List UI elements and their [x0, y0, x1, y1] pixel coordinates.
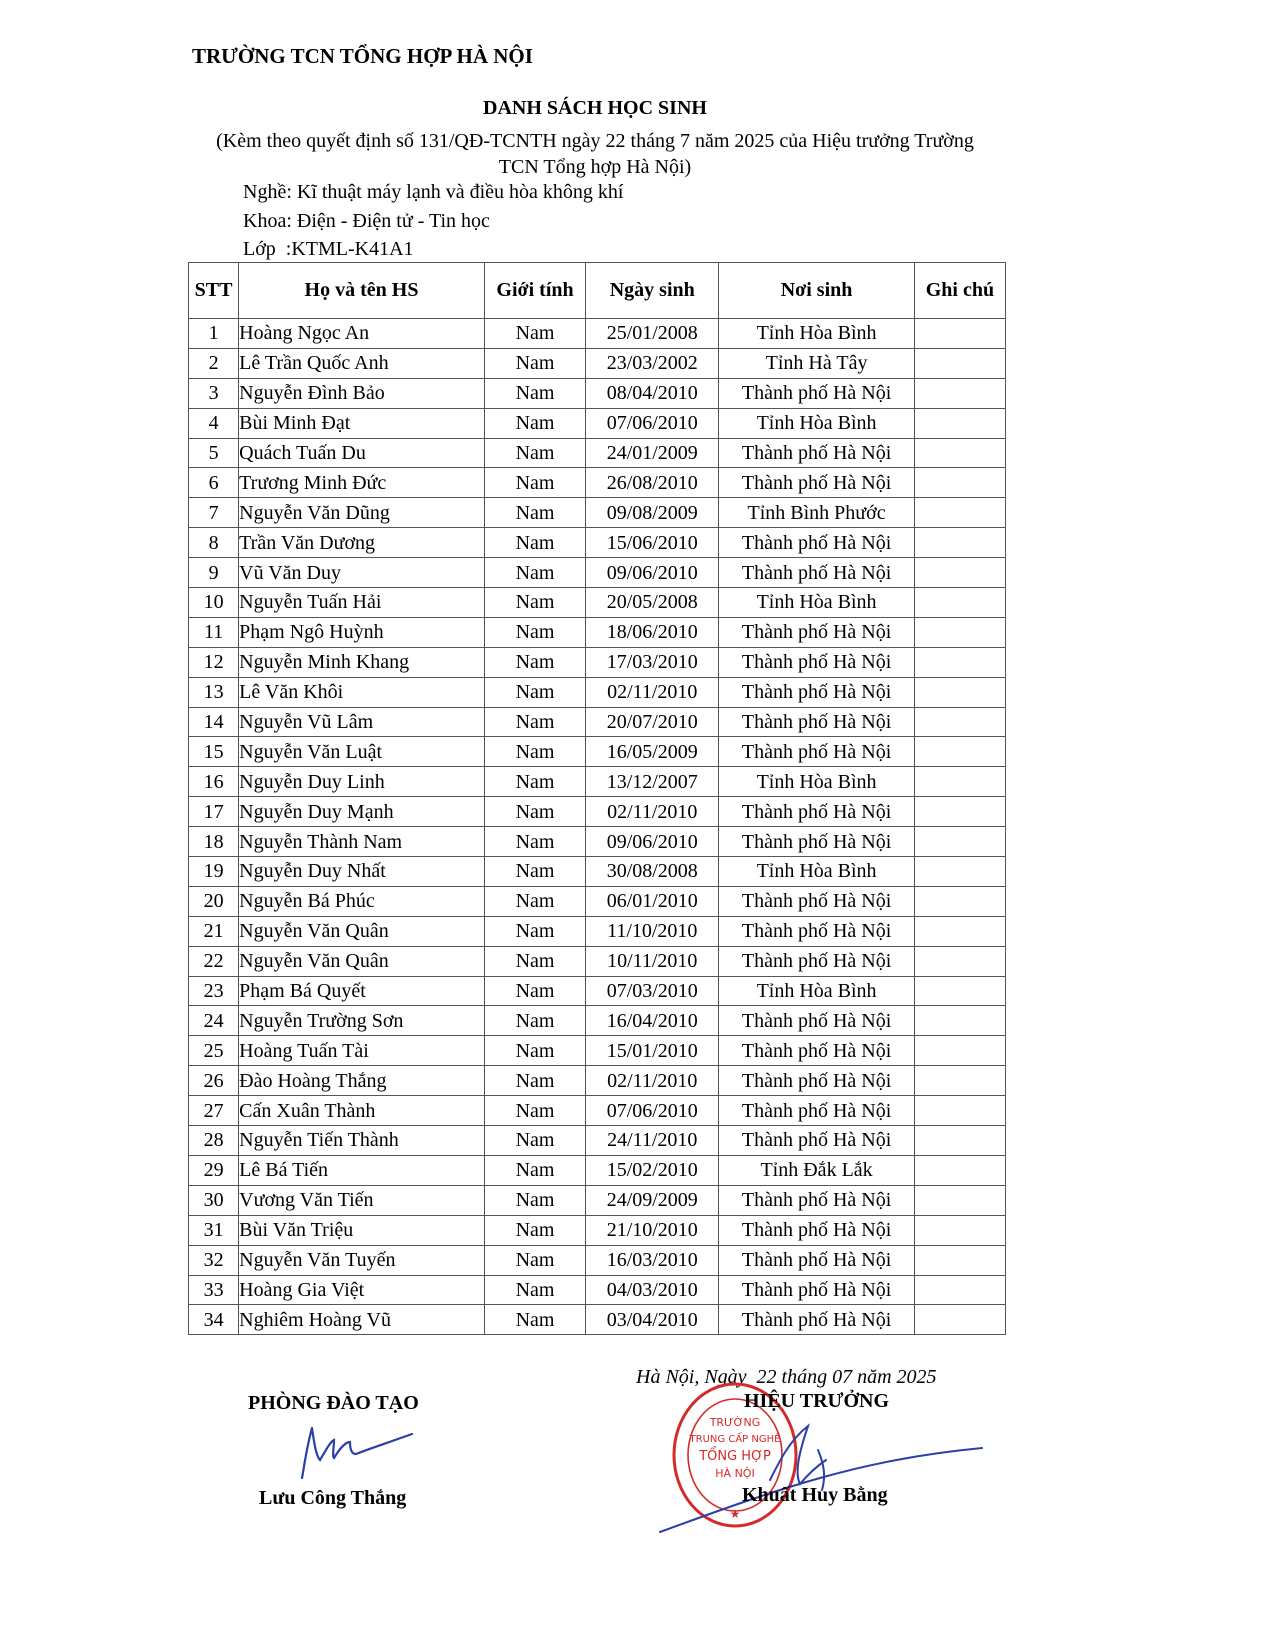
cell-birthplace: Tỉnh Hà Tây — [719, 348, 915, 378]
cell-gender: Nam — [484, 857, 585, 887]
training-dept-signature — [300, 1420, 420, 1480]
cell-note — [914, 348, 1005, 378]
col-header-note: Ghi chú — [914, 263, 1005, 319]
cell-stt: 22 — [189, 946, 239, 976]
table-row — [189, 976, 1006, 1006]
subtitle-line-2: TCN Tổng hợp Hà Nội) — [498, 156, 692, 178]
cell-name: Nguyễn Văn Dũng — [239, 498, 485, 528]
cell-stt: 28 — [189, 1126, 239, 1156]
cell-note — [914, 438, 1005, 468]
table-row — [189, 946, 1006, 976]
cell-birthplace: Thành phố Hà Nội — [719, 1126, 915, 1156]
cell-gender: Nam — [484, 1215, 585, 1245]
col-header-birthdate: Ngày sinh — [586, 263, 719, 319]
table-row — [189, 1036, 1006, 1066]
cell-name: Nguyễn Tiến Thành — [239, 1126, 485, 1156]
cell-birthdate: 07/03/2010 — [586, 976, 719, 1006]
table-row — [189, 1126, 1006, 1156]
cell-note — [914, 1126, 1005, 1156]
cell-gender: Nam — [484, 528, 585, 558]
cell-name: Lê Bá Tiến — [239, 1155, 485, 1185]
cell-stt: 11 — [189, 617, 239, 647]
cell-birthdate: 24/01/2009 — [586, 438, 719, 468]
col-header-birthplace: Nơi sinh — [719, 263, 915, 319]
principal-signer-name: Khuất Huy Bằng — [742, 1484, 888, 1506]
cell-gender: Nam — [484, 588, 585, 618]
cell-note — [914, 886, 1005, 916]
cell-birthdate: 09/06/2010 — [586, 827, 719, 857]
cell-stt: 27 — [189, 1096, 239, 1126]
cell-note — [914, 1185, 1005, 1215]
cell-name: Phạm Bá Quyết — [239, 976, 485, 1006]
cell-stt: 19 — [189, 857, 239, 887]
student-table — [188, 262, 1006, 1335]
col-header-name: Họ và tên HS — [239, 263, 485, 319]
table-row — [189, 1185, 1006, 1215]
table-row — [189, 857, 1006, 887]
cell-gender: Nam — [484, 677, 585, 707]
cell-note — [914, 558, 1005, 588]
cell-stt: 24 — [189, 1006, 239, 1036]
cell-birthplace: Tỉnh Hòa Bình — [719, 319, 915, 349]
cell-note — [914, 1096, 1005, 1126]
cell-birthplace: Tỉnh Hòa Bình — [719, 767, 915, 797]
table-row — [189, 438, 1006, 468]
cell-stt: 8 — [189, 528, 239, 558]
cell-stt: 17 — [189, 797, 239, 827]
cell-birthdate: 04/03/2010 — [586, 1275, 719, 1305]
cell-birthplace: Thành phố Hà Nội — [719, 737, 915, 767]
cell-gender: Nam — [484, 1066, 585, 1096]
cell-name: Nguyễn Trường Sơn — [239, 1006, 485, 1036]
cell-name: Nguyễn Văn Quân — [239, 916, 485, 946]
cell-note — [914, 378, 1005, 408]
cell-birthdate: 16/03/2010 — [586, 1245, 719, 1275]
cell-note — [914, 916, 1005, 946]
cell-name: Nguyễn Tuấn Hải — [239, 588, 485, 618]
cell-gender: Nam — [484, 737, 585, 767]
cell-stt: 6 — [189, 468, 239, 498]
table-row — [189, 319, 1006, 349]
table-body — [189, 319, 1006, 1335]
cell-note — [914, 857, 1005, 887]
table-row — [189, 1006, 1006, 1036]
cell-birthplace: Tỉnh Bình Phước — [719, 498, 915, 528]
cell-note — [914, 827, 1005, 857]
cell-name: Nguyễn Duy Linh — [239, 767, 485, 797]
cell-birthplace: Thành phố Hà Nội — [719, 707, 915, 737]
cell-birthdate: 16/04/2010 — [586, 1006, 719, 1036]
cell-birthplace: Thành phố Hà Nội — [719, 558, 915, 588]
cell-gender: Nam — [484, 946, 585, 976]
cell-stt: 7 — [189, 498, 239, 528]
cell-birthplace: Thành phố Hà Nội — [719, 1036, 915, 1066]
cell-gender: Nam — [484, 707, 585, 737]
cell-birthplace: Thành phố Hà Nội — [719, 916, 915, 946]
class-line: Lớp :KTML-K41A1 — [243, 238, 414, 260]
cell-name: Nguyễn Bá Phúc — [239, 886, 485, 916]
school-name: TRƯỜNG TCN TỔNG HỢP HÀ NỘI — [192, 44, 533, 68]
cell-note — [914, 1036, 1005, 1066]
table-row — [189, 558, 1006, 588]
cell-note — [914, 498, 1005, 528]
table-row — [189, 886, 1006, 916]
training-dept-signer-name: Lưu Công Thắng — [259, 1487, 407, 1509]
cell-birthdate: 30/08/2008 — [586, 857, 719, 887]
cell-birthplace: Thành phố Hà Nội — [719, 1096, 915, 1126]
cell-name: Trần Văn Dương — [239, 528, 485, 558]
cell-name: Nguyễn Đình Bảo — [239, 378, 485, 408]
cell-gender: Nam — [484, 976, 585, 1006]
cell-birthplace: Thành phố Hà Nội — [719, 677, 915, 707]
cell-birthplace: Thành phố Hà Nội — [719, 827, 915, 857]
cell-birthdate: 09/08/2009 — [586, 498, 719, 528]
cell-gender: Nam — [484, 916, 585, 946]
cell-note — [914, 1006, 1005, 1036]
cell-stt: 30 — [189, 1185, 239, 1215]
cell-note — [914, 647, 1005, 677]
table-row — [189, 408, 1006, 438]
cell-birthdate: 07/06/2010 — [586, 408, 719, 438]
cell-gender: Nam — [484, 886, 585, 916]
cell-gender: Nam — [484, 1155, 585, 1185]
cell-birthdate: 02/11/2010 — [586, 797, 719, 827]
subtitle-line-1: (Kèm theo quyết định số 131/QĐ-TCNTH ngày 22 tháng 7 năm 2025 của Hiệu trưởng Trường — [216, 130, 974, 152]
table-row — [189, 378, 1006, 408]
cell-note — [914, 588, 1005, 618]
cell-gender: Nam — [484, 1006, 585, 1036]
cell-gender: Nam — [484, 1305, 585, 1335]
stamp-text-line-4: HÀ NỘI — [715, 1467, 755, 1480]
cell-birthdate: 24/09/2009 — [586, 1185, 719, 1215]
cell-birthdate: 16/05/2009 — [586, 737, 719, 767]
cell-name: Trương Minh Đức — [239, 468, 485, 498]
cell-birthplace: Thành phố Hà Nội — [719, 438, 915, 468]
cell-gender: Nam — [484, 1096, 585, 1126]
table-row — [189, 617, 1006, 647]
cell-stt: 32 — [189, 1245, 239, 1275]
document-title: DANH SÁCH HỌC SINH — [483, 97, 707, 119]
cell-stt: 20 — [189, 886, 239, 916]
cell-name: Vương Văn Tiến — [239, 1185, 485, 1215]
cell-birthdate: 24/11/2010 — [586, 1126, 719, 1156]
table-row — [189, 1155, 1006, 1185]
cell-birthplace: Thành phố Hà Nội — [719, 1305, 915, 1335]
cell-birthdate: 15/06/2010 — [586, 528, 719, 558]
cell-birthdate: 02/11/2010 — [586, 1066, 719, 1096]
cell-note — [914, 976, 1005, 1006]
cell-birthdate: 07/06/2010 — [586, 1096, 719, 1126]
cell-gender: Nam — [484, 1036, 585, 1066]
cell-gender: Nam — [484, 378, 585, 408]
cell-note — [914, 1215, 1005, 1245]
cell-gender: Nam — [484, 647, 585, 677]
cell-name: Lê Trần Quốc Anh — [239, 348, 485, 378]
cell-birthplace: Thành phố Hà Nội — [719, 1066, 915, 1096]
table-header-row — [189, 263, 1006, 319]
table-row — [189, 1215, 1006, 1245]
cell-name: Phạm Ngô Huỳnh — [239, 617, 485, 647]
cell-birthdate: 15/01/2010 — [586, 1036, 719, 1066]
cell-birthplace: Thành phố Hà Nội — [719, 378, 915, 408]
col-header-stt: STT — [189, 263, 239, 319]
cell-note — [914, 767, 1005, 797]
cell-birthplace: Thành phố Hà Nội — [719, 1245, 915, 1275]
cell-birthplace: Thành phố Hà Nội — [719, 468, 915, 498]
cell-birthplace: Tỉnh Hòa Bình — [719, 588, 915, 618]
cell-stt: 13 — [189, 677, 239, 707]
cell-gender: Nam — [484, 617, 585, 647]
cell-gender: Nam — [484, 767, 585, 797]
cell-note — [914, 468, 1005, 498]
cell-gender: Nam — [484, 1185, 585, 1215]
principal-signature — [650, 1420, 990, 1540]
cell-stt: 29 — [189, 1155, 239, 1185]
cell-stt: 23 — [189, 976, 239, 1006]
cell-note — [914, 1066, 1005, 1096]
table-row — [189, 528, 1006, 558]
cell-gender: Nam — [484, 558, 585, 588]
cell-birthplace: Thành phố Hà Nội — [719, 797, 915, 827]
cell-gender: Nam — [484, 498, 585, 528]
cell-name: Nguyễn Văn Tuyến — [239, 1245, 485, 1275]
place-date: Hà Nội, Ngày 22 tháng 07 năm 2025 — [636, 1366, 937, 1388]
cell-note — [914, 319, 1005, 349]
cell-note — [914, 1305, 1005, 1335]
table-row — [189, 737, 1006, 767]
cell-birthdate: 02/11/2010 — [586, 677, 719, 707]
table-row — [189, 797, 1006, 827]
cell-birthplace: Thành phố Hà Nội — [719, 1275, 915, 1305]
table-row — [189, 647, 1006, 677]
table-row — [189, 588, 1006, 618]
cell-gender: Nam — [484, 797, 585, 827]
cell-birthdate: 20/05/2008 — [586, 588, 719, 618]
cell-name: Bùi Minh Đạt — [239, 408, 485, 438]
cell-stt: 12 — [189, 647, 239, 677]
faculty-line: Khoa: Điện - Điện tử - Tin học — [243, 210, 490, 232]
cell-name: Bùi Văn Triệu — [239, 1215, 485, 1245]
cell-stt: 33 — [189, 1275, 239, 1305]
cell-name: Nguyễn Thành Nam — [239, 827, 485, 857]
cell-birthdate: 13/12/2007 — [586, 767, 719, 797]
document-subtitle — [195, 128, 995, 180]
cell-name: Nguyễn Vũ Lâm — [239, 707, 485, 737]
principal-title: HIỆU TRƯỞNG — [744, 1390, 890, 1412]
cell-stt: 21 — [189, 916, 239, 946]
cell-birthplace: Tỉnh Hòa Bình — [719, 408, 915, 438]
cell-name: Nghiêm Hoàng Vũ — [239, 1305, 485, 1335]
col-header-gender: Giới tính — [484, 263, 585, 319]
cell-note — [914, 737, 1005, 767]
cell-birthdate: 09/06/2010 — [586, 558, 719, 588]
table-row — [189, 767, 1006, 797]
table-row — [189, 1245, 1006, 1275]
table-row — [189, 827, 1006, 857]
cell-birthplace: Tỉnh Hòa Bình — [719, 857, 915, 887]
cell-birthplace: Thành phố Hà Nội — [719, 617, 915, 647]
cell-name: Nguyễn Minh Khang — [239, 647, 485, 677]
cell-name: Cấn Xuân Thành — [239, 1096, 485, 1126]
table-row — [189, 348, 1006, 378]
table-row — [189, 677, 1006, 707]
cell-birthdate: 08/04/2010 — [586, 378, 719, 408]
cell-gender: Nam — [484, 348, 585, 378]
cell-note — [914, 946, 1005, 976]
cell-stt: 14 — [189, 707, 239, 737]
cell-gender: Nam — [484, 1245, 585, 1275]
cell-gender: Nam — [484, 319, 585, 349]
cell-name: Hoàng Tuấn Tài — [239, 1036, 485, 1066]
cell-birthplace: Thành phố Hà Nội — [719, 528, 915, 558]
cell-stt: 26 — [189, 1066, 239, 1096]
cell-name: Đào Hoàng Thắng — [239, 1066, 485, 1096]
table-row — [189, 707, 1006, 737]
cell-note — [914, 1155, 1005, 1185]
svg-text:★: ★ — [729, 1507, 741, 1521]
cell-birthplace: Thành phố Hà Nội — [719, 886, 915, 916]
cell-birthdate: 06/01/2010 — [586, 886, 719, 916]
cell-birthplace: Thành phố Hà Nội — [719, 946, 915, 976]
cell-note — [914, 677, 1005, 707]
table-row — [189, 468, 1006, 498]
cell-name: Nguyễn Văn Quân — [239, 946, 485, 976]
cell-name: Quách Tuấn Du — [239, 438, 485, 468]
cell-note — [914, 408, 1005, 438]
stamp-text-line-2: TRUNG CẤP NGHỀ — [689, 1434, 781, 1445]
cell-birthplace: Thành phố Hà Nội — [719, 1215, 915, 1245]
cell-stt: 10 — [189, 588, 239, 618]
cell-name: Hoàng Ngọc An — [239, 319, 485, 349]
cell-birthdate: 10/11/2010 — [586, 946, 719, 976]
cell-gender: Nam — [484, 1275, 585, 1305]
cell-stt: 2 — [189, 348, 239, 378]
cell-birthdate: 11/10/2010 — [586, 916, 719, 946]
cell-stt: 5 — [189, 438, 239, 468]
cell-gender: Nam — [484, 468, 585, 498]
table-row — [189, 498, 1006, 528]
cell-birthdate: 03/04/2010 — [586, 1305, 719, 1335]
cell-birthplace: Thành phố Hà Nội — [719, 647, 915, 677]
cell-birthdate: 17/03/2010 — [586, 647, 719, 677]
cell-birthplace: Thành phố Hà Nội — [719, 1006, 915, 1036]
cell-name: Lê Văn Khôi — [239, 677, 485, 707]
cell-name: Hoàng Gia Việt — [239, 1275, 485, 1305]
cell-stt: 34 — [189, 1305, 239, 1335]
cell-gender: Nam — [484, 438, 585, 468]
cell-birthplace: Tỉnh Hòa Bình — [719, 976, 915, 1006]
cell-note — [914, 528, 1005, 558]
cell-birthdate: 15/02/2010 — [586, 1155, 719, 1185]
cell-gender: Nam — [484, 827, 585, 857]
cell-stt: 18 — [189, 827, 239, 857]
cell-birthplace: Thành phố Hà Nội — [719, 1185, 915, 1215]
training-dept-title: PHÒNG ĐÀO TẠO — [248, 1392, 419, 1414]
cell-name: Vũ Văn Duy — [239, 558, 485, 588]
cell-stt: 31 — [189, 1215, 239, 1245]
cell-birthdate: 26/08/2010 — [586, 468, 719, 498]
cell-gender: Nam — [484, 1126, 585, 1156]
cell-note — [914, 797, 1005, 827]
stamp-text-line-3: TỔNG HỢP — [699, 1449, 771, 1464]
cell-stt: 25 — [189, 1036, 239, 1066]
profession-line: Nghề: Kĩ thuật máy lạnh và điều hòa không khí — [243, 181, 624, 203]
cell-name: Nguyễn Duy Nhất — [239, 857, 485, 887]
cell-birthdate: 25/01/2008 — [586, 319, 719, 349]
cell-birthdate: 18/06/2010 — [586, 617, 719, 647]
cell-gender: Nam — [484, 408, 585, 438]
cell-stt: 9 — [189, 558, 239, 588]
cell-note — [914, 617, 1005, 647]
cell-name: Nguyễn Văn Luật — [239, 737, 485, 767]
cell-stt: 15 — [189, 737, 239, 767]
cell-birthdate: 23/03/2002 — [586, 348, 719, 378]
stamp-text-line-1: TRƯỜNG — [709, 1416, 761, 1429]
cell-birthdate: 21/10/2010 — [586, 1215, 719, 1245]
cell-stt: 3 — [189, 378, 239, 408]
cell-name: Nguyễn Duy Mạnh — [239, 797, 485, 827]
table-row — [189, 1305, 1006, 1335]
table-row — [189, 916, 1006, 946]
cell-note — [914, 1245, 1005, 1275]
table-row — [189, 1096, 1006, 1126]
cell-stt: 16 — [189, 767, 239, 797]
table-row — [189, 1066, 1006, 1096]
cell-birthdate: 20/07/2010 — [586, 707, 719, 737]
cell-birthplace: Tỉnh Đắk Lắk — [719, 1155, 915, 1185]
cell-stt: 4 — [189, 408, 239, 438]
table-row — [189, 1275, 1006, 1305]
cell-stt: 1 — [189, 319, 239, 349]
cell-note — [914, 1275, 1005, 1305]
cell-note — [914, 707, 1005, 737]
